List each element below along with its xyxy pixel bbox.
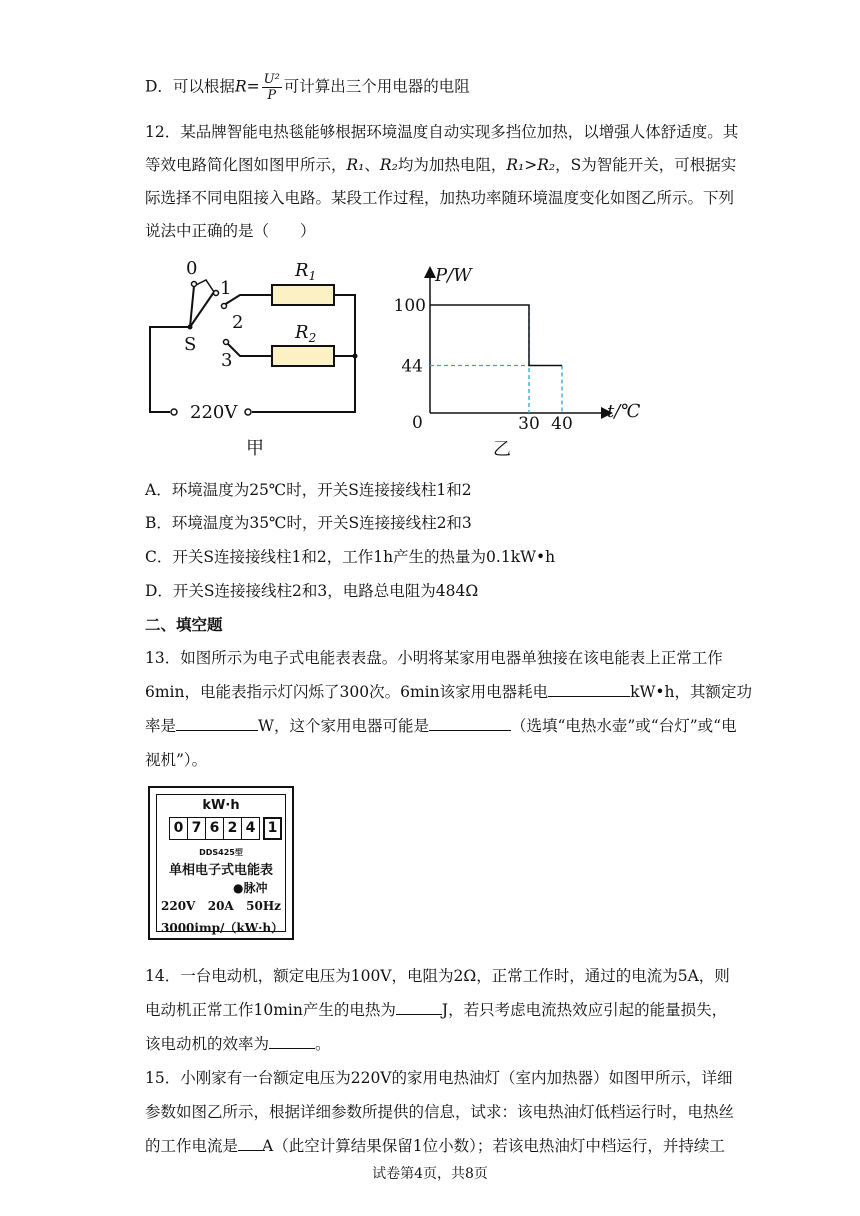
label-voltage: 220V <box>190 402 238 423</box>
q14-line-3: 该电动机的效率为 。 <box>145 1035 331 1053</box>
q12-line-4: 说法中正确的是（ ） <box>145 222 316 240</box>
label-r1: $R_1$ <box>295 260 317 283</box>
q13-line-3: 率是 W，这个家用电器可能是 （选填“电热水壶”或“台灯”或“电 <box>145 717 737 735</box>
meter-digit: 7 <box>187 817 206 840</box>
answer-blank-current[interactable] <box>238 1136 262 1151</box>
label-0: 0 <box>186 258 198 279</box>
origin-label: 0 <box>412 413 423 433</box>
meter-pulse-indicator: ●脉冲 <box>233 881 268 895</box>
meter-constant: 3000imp/（kW·h） <box>161 921 284 935</box>
answer-blank-efficiency[interactable] <box>269 1034 315 1049</box>
answer-blank-heat[interactable] <box>396 1000 442 1015</box>
meter-unit: kW·h <box>202 798 240 813</box>
label-1: 1 <box>220 278 232 299</box>
q12-line-2: 等效电路简化图如图甲所示，R₁、R₂均为加热电阻，R₁>R₂，S为智能开关，可根据实 <box>145 156 737 174</box>
label-3: 3 <box>221 350 233 371</box>
meter-digit: 4 <box>241 817 260 840</box>
formula-var: R <box>234 77 247 96</box>
meter-digit: 0 <box>169 817 188 840</box>
q11-option-d <box>145 72 470 103</box>
meter-digit: 2 <box>223 817 242 840</box>
q14-line-1: 14．一台电动机，额定电压为100V，电阻为2Ω，正常工作时，通过的电流为5A，则 <box>145 967 730 985</box>
meter-digit: 6 <box>205 817 224 840</box>
supply-terminal-left <box>171 409 177 415</box>
q12-option-c: C．开关S连接接线柱1和2，工作1h产生的热量为0.1kW•h <box>145 548 556 566</box>
answer-blank-appliance[interactable] <box>429 716 511 731</box>
caption-yi: 乙 <box>493 439 511 460</box>
meter-name: 单相电子式电能表 <box>168 863 273 878</box>
supply-terminal-right <box>245 409 251 415</box>
option-text: D．可以根据 <box>145 77 235 96</box>
q15-line-1: 15．小刚家有一台额定电压为220V的家用电热油灯（室内加热器）如图甲所示，详细 <box>145 1069 733 1087</box>
q15-line-2: 参数如图乙所示，根据详细参数所提供的信息，试求：该电热油灯低档运行时，电热丝 <box>145 1103 735 1121</box>
q13-line-1: 13．如图所示为电子式电能表表盘。小明将某家用电器单独接在该电能表上正常工作 <box>145 649 723 667</box>
formula-eq: = <box>246 77 260 96</box>
q14-line-2: 电动机正常工作10min产生的电热为 J，若只考虑电流热效应引起的能量损失， <box>145 1001 728 1019</box>
power-temperature-chart <box>385 255 655 460</box>
meter-specs: 220V 20A 50Hz <box>161 899 281 913</box>
answer-blank-power[interactable] <box>176 716 258 731</box>
caption-jia: 甲 <box>246 438 264 459</box>
y-axis-label: P/W <box>435 265 472 286</box>
q12-line-3: 际选择不同电阻接入电路。某段工作过程，加热功率随环境温度变化如图乙所示。下列 <box>145 189 735 207</box>
y-tick-100: 100 <box>393 296 426 316</box>
label-r2: $R_2$ <box>295 322 317 345</box>
q12-option-a: A．环境温度为25℃时，开关S连接接线柱1和2 <box>145 481 472 499</box>
label-2: 2 <box>232 312 244 333</box>
terminal-0 <box>192 282 197 287</box>
section-heading-fill-blank: 二、填空题 <box>145 615 223 634</box>
q12-option-d: D．开关S连接接线柱2和3，电路总电阻为484Ω <box>145 582 479 600</box>
option-text-tail: 可计算出三个用电器的电阻 <box>283 77 470 96</box>
page-footer: 试卷第4页，共8页 <box>372 1166 488 1182</box>
energy-meter-panel <box>148 786 294 940</box>
x-tick-30: 30 <box>518 414 540 434</box>
x-axis-label: t/℃ <box>607 401 641 422</box>
wire-r2 <box>228 344 272 356</box>
meter-digits <box>169 817 281 840</box>
x-tick-40: 40 <box>551 414 573 434</box>
meter-model: DDS425型 <box>199 848 243 857</box>
terminal-3 <box>224 340 229 345</box>
circuit-diagram <box>140 250 380 460</box>
series-line <box>430 305 562 365</box>
q13-line-4: 视机”）。 <box>145 751 208 769</box>
terminal-1 <box>214 291 219 296</box>
q15-line-3: 的工作电流是 A（此空计算结果保留1位小数）；若该电热油灯中档运行，并持续工 <box>145 1137 725 1155</box>
meter-decimal-digit: 1 <box>263 817 282 840</box>
formula-fraction: $\frac{\text{U²}}{P}$ <box>263 72 280 103</box>
q12-line-1: 12．某品牌智能电热毯能够根据环境温度自动实现多挡位加热，以增强人体舒适度。其 <box>145 123 739 141</box>
y-tick-44: 44 <box>401 356 423 377</box>
q12-option-b: B．环境温度为35℃时，开关S连接接线柱2和3 <box>145 514 472 532</box>
terminal-2 <box>222 304 227 309</box>
answer-blank-energy[interactable] <box>548 682 630 697</box>
q13-line-2: 6min，电能表指示灯闪烁了300次。6min该家用电器耗电 kW•h，其额定功 <box>145 683 753 701</box>
label-switch: S <box>184 334 197 355</box>
